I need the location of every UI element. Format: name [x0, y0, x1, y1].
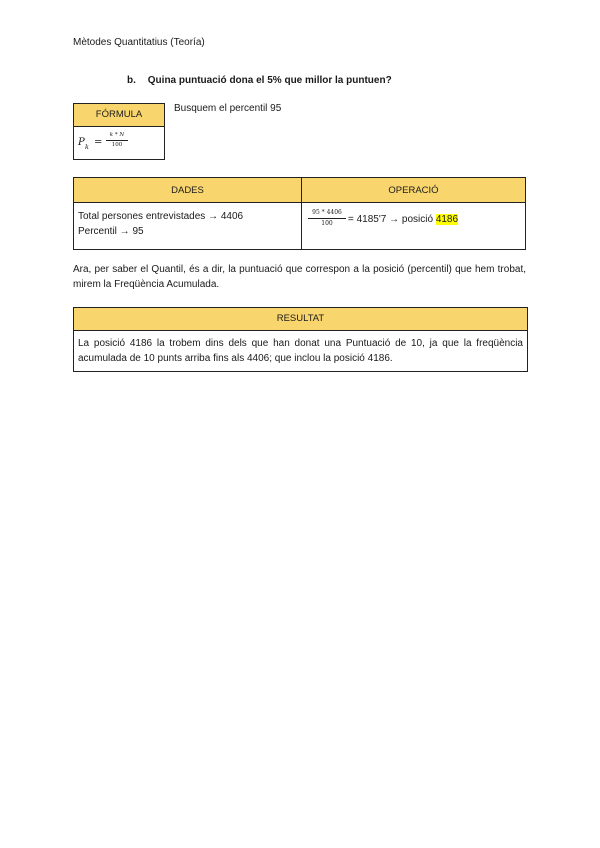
- formula-expression: [74, 127, 164, 159]
- operation-expression: [306, 209, 521, 239]
- table-header-row: [74, 178, 526, 203]
- dades-line: Total persones entrevistades → 4406: [78, 211, 244, 222]
- fraction-line: [106, 140, 128, 141]
- dades-line: Percentil → 95: [78, 226, 144, 237]
- formula-denominator: 100: [111, 142, 123, 148]
- result-box: [73, 307, 528, 372]
- table-row: [74, 203, 526, 250]
- operation-denominator: 100: [321, 220, 333, 227]
- question: [127, 75, 392, 86]
- operation-result: [348, 212, 458, 227]
- explanation-paragraph: Ara, per saber el Quantil, és a dir, la puntuació que correspon a la posició (percentil) que hem trobat, mirem la Freqüència Acumulada.: [73, 264, 526, 290]
- header-dades: DADES: [74, 178, 302, 203]
- header-operacio: OPERACIÓ: [302, 178, 526, 203]
- data-table: [73, 177, 526, 250]
- question-number: b.: [127, 75, 136, 86]
- formula-symbol: P: [78, 137, 85, 148]
- operation-fraction: [308, 209, 346, 228]
- highlighted-position: 4186: [435, 214, 459, 225]
- dades-cell: [74, 203, 302, 250]
- formula-equals: =: [94, 137, 103, 148]
- formula-subscript: k: [85, 143, 89, 151]
- formula-heading: FÓRMULA: [74, 104, 164, 127]
- formula-note: Busquem el percentil 95: [174, 103, 282, 114]
- formula-fraction: [106, 132, 128, 149]
- operacio-cell: [302, 203, 526, 250]
- page-header: Mètodes Quantitatius (Teoría): [73, 37, 205, 48]
- operation-numerator: 95 * 4406: [312, 209, 342, 216]
- result-text: La posició 4186 la trobem dins dels que han donat una Puntuació de 10, ja que la freqüència acumulada de 10 punts arriba fins als 4406; que inclou la posició 4186.: [78, 338, 523, 364]
- formula-box: [73, 103, 165, 160]
- result-heading: RESULTAT: [74, 308, 527, 331]
- operation-result-text: = 4185'7 → posició: [348, 214, 436, 225]
- question-text: Quina puntuació dona el 5% que millor la puntuen?: [147, 75, 392, 86]
- fraction-line: [308, 218, 346, 219]
- formula-numerator: k * N: [109, 132, 125, 138]
